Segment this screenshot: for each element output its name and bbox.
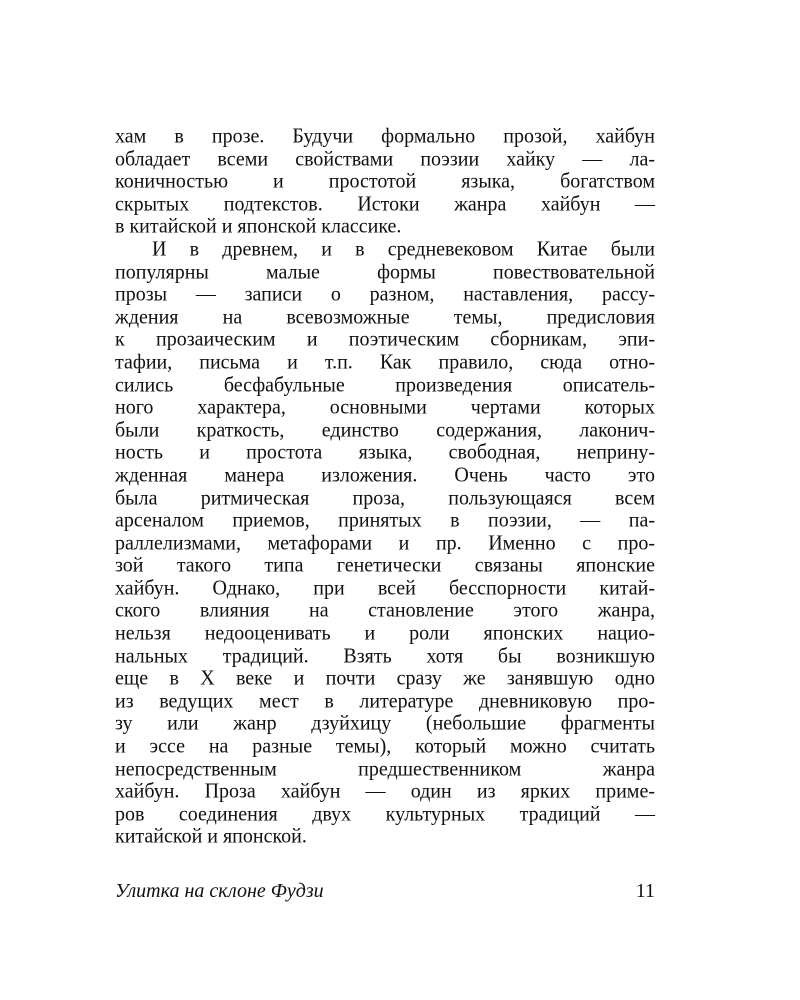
text-line: коничностью и простотой языка, богатством bbox=[115, 169, 655, 194]
text-line: хайбун. Однако, при всей бесспорности китай- bbox=[115, 575, 655, 600]
text-line: к прозаическим и поэтическим сборникам, эпи- bbox=[115, 327, 655, 352]
paragraph-1 bbox=[115, 125, 655, 238]
running-title: Улитка на склоне Фудзи bbox=[115, 880, 324, 902]
text-line: в китайской и японской классике. bbox=[115, 214, 402, 239]
text-line: ность и простота языка, свободная, неприну- bbox=[115, 440, 655, 465]
text-line: еще в X веке и почти сразу же занявшую одно bbox=[115, 666, 655, 691]
text-line: тафии, письма и т.п. Как правило, сюда отно- bbox=[115, 350, 655, 374]
text-line: ждения на всевозможные темы, предисловия bbox=[115, 304, 655, 329]
text-line: нельзя недооценивать и роли японских нацио- bbox=[115, 621, 655, 645]
text-line: непосредственным предшественником жанра bbox=[115, 756, 655, 781]
text-line: сились бесфабульные произведения описатель- bbox=[115, 372, 655, 397]
paragraph-2 bbox=[115, 238, 655, 848]
text-line: арсеналом приемов, принятых в поэзии, — па- bbox=[115, 508, 655, 532]
text-line: И в древнем, и в средневековом Китае были bbox=[152, 237, 655, 261]
text-line: скрытых подтекстов. Истоки жанра хайбун — bbox=[115, 191, 655, 216]
text-line: была ритмическая проза, пользующаяся всем bbox=[115, 485, 655, 510]
page-number: 11 bbox=[635, 880, 655, 902]
body-text bbox=[115, 125, 655, 848]
text-line: были краткость, единство содержания, лаконич- bbox=[115, 417, 655, 442]
text-line: прозы — записи о разном, наставления, рассу- bbox=[115, 282, 655, 307]
text-line: нальных традиций. Взять хотя бы возникшую bbox=[115, 643, 655, 668]
text-line: китайской и японской. bbox=[115, 824, 307, 849]
text-line: и эссе на разные темы), который можно считать bbox=[115, 734, 655, 758]
text-line: из ведущих мест в литературе дневниковую про- bbox=[115, 688, 655, 713]
text-line: ского влияния на становление этого жанра, bbox=[115, 598, 655, 623]
text-line: ного характера, основными чертами которых bbox=[115, 395, 655, 419]
text-line: зой такого типа генетически связаны японские bbox=[115, 553, 655, 578]
text-line: зу или жанр дзуйхицу (небольшие фрагменты bbox=[115, 711, 655, 736]
text-line: раллелизмами, метафорами и пр. Именно с про- bbox=[115, 530, 655, 555]
text-line: обладает всеми свойствами поэзии хайку — ла- bbox=[115, 146, 655, 171]
page-footer bbox=[115, 880, 655, 906]
text-line: популярны малые формы повествовательной bbox=[115, 259, 655, 284]
text-line: хайбун. Проза хайбун — один из ярких приме- bbox=[115, 779, 655, 804]
text-line: ров соединения двух культурных традиций — bbox=[115, 801, 655, 826]
text-line: хам в прозе. Будучи формально прозой, хайбун bbox=[115, 124, 655, 148]
text-line: жденная манера изложения. Очень часто это bbox=[115, 463, 655, 487]
